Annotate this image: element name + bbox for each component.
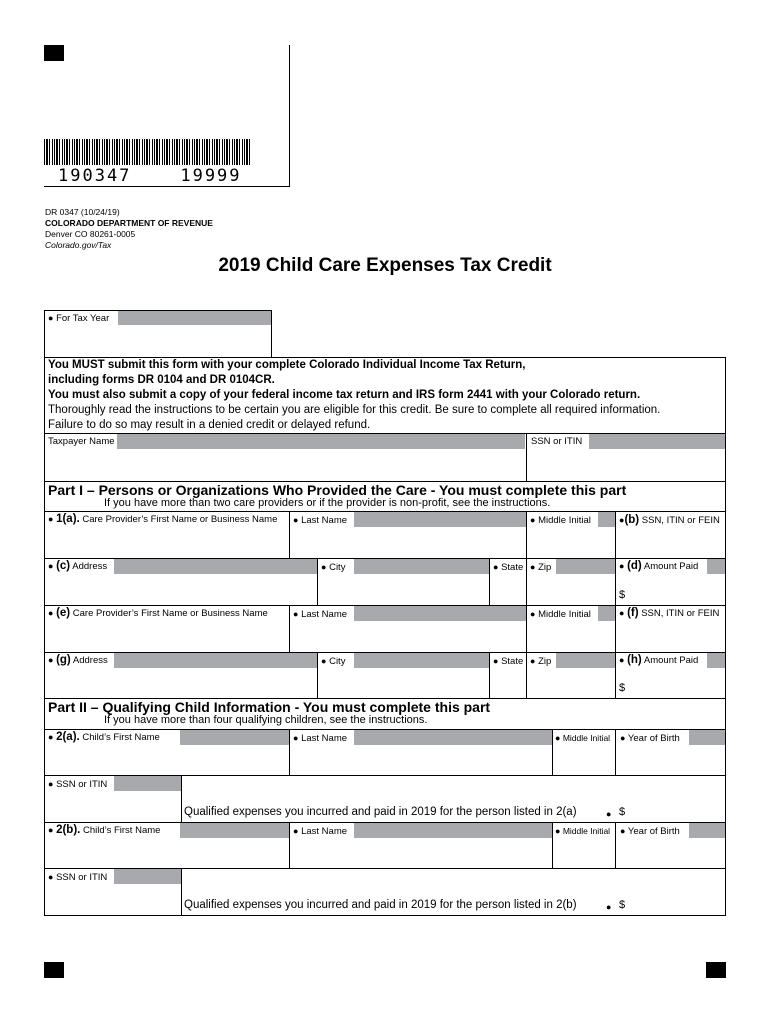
registration-mark-bottom-left bbox=[44, 962, 64, 978]
form-id: DR 0347 (10/24/19) bbox=[45, 207, 120, 217]
provider1-name-field[interactable] bbox=[45, 528, 289, 557]
provider1-address-field[interactable] bbox=[45, 575, 317, 604]
barcode bbox=[44, 139, 250, 165]
part2-subtitle: If you have more than four qualifying children, see the instructions. bbox=[104, 714, 428, 726]
shade bbox=[180, 823, 289, 838]
shade bbox=[707, 653, 725, 668]
child-a-last-name-field[interactable] bbox=[290, 746, 552, 774]
provider2-amount-field[interactable] bbox=[630, 669, 725, 697]
provider1-city-label: ● City bbox=[321, 562, 346, 573]
child-a-last-name-label: ● Last Name bbox=[293, 733, 348, 744]
provider2-city-field[interactable] bbox=[318, 669, 489, 697]
shade bbox=[354, 823, 552, 838]
child-b-last-name-field[interactable] bbox=[290, 839, 552, 867]
provider1-middle-initial-label: ● Middle Initial bbox=[530, 515, 591, 526]
notice-line-4: Thoroughly read the instructions to be certain you are eligible for this credit. Be sure to complete all required information. bbox=[48, 404, 661, 416]
child-a-first-name-label: ● 2(a). Child’s First Name bbox=[48, 731, 160, 743]
child-b-expenses-bullet: ● bbox=[606, 902, 612, 912]
part1-subtitle: If you have more than two care providers or if the provider is non-profit, see the instructions. bbox=[104, 497, 551, 509]
shade bbox=[598, 512, 615, 527]
provider2-state-label: ● State bbox=[493, 656, 524, 667]
notice-line-1: You MUST submit this form with your complete Colorado Individual Income Tax Return, bbox=[48, 359, 526, 371]
provider1-last-name-label: ● Last Name bbox=[293, 515, 348, 526]
taxpayer-name-field[interactable] bbox=[45, 450, 525, 480]
shade bbox=[354, 559, 490, 574]
child-a-ssn-label: ● SSN or ITIN bbox=[48, 779, 108, 790]
shade bbox=[556, 653, 615, 668]
provider2-amount-label: ● (h) Amount Paid bbox=[619, 654, 699, 666]
child-b-middle-initial-label: ● Middle Initial bbox=[555, 826, 611, 836]
rule bbox=[615, 652, 616, 698]
provider1-name-label: ● 1(a). Care Provider’s First Name or Business Name bbox=[48, 513, 278, 525]
child-a-middle-initial-label: ● Middle Initial bbox=[555, 733, 611, 743]
notice-line-5: Failure to do so may result in a denied credit or delayed refund. bbox=[48, 419, 371, 431]
shade bbox=[354, 653, 490, 668]
provider1-zip-label: ● Zip bbox=[530, 562, 552, 573]
provider2-dollar-sign: $ bbox=[619, 682, 626, 694]
provider1-amount-label: ● (d) Amount Paid bbox=[619, 560, 699, 572]
rule bbox=[615, 558, 616, 605]
child-b-ssn-label: ● SSN or ITIN bbox=[48, 872, 108, 883]
shade bbox=[180, 730, 289, 745]
provider1-state-label: ● State bbox=[493, 562, 524, 573]
child-b-year-of-birth-label: ● Year of Birth bbox=[620, 826, 680, 837]
shade bbox=[707, 559, 725, 574]
notice-line-2: including forms DR 0104 and DR 0104CR. bbox=[48, 374, 275, 386]
shade bbox=[354, 606, 526, 621]
department-address: Denver CO 80261-0005 bbox=[45, 229, 136, 239]
child-b-year-of-birth-field[interactable] bbox=[616, 839, 725, 867]
child-a-middle-initial-field[interactable] bbox=[553, 746, 615, 774]
provider1-dollar-sign: $ bbox=[619, 589, 626, 601]
provider2-address-label: ● (g) Address bbox=[48, 654, 108, 666]
provider2-zip-field[interactable] bbox=[527, 669, 615, 697]
registration-mark-top-left bbox=[44, 45, 64, 61]
provider1-city-field[interactable] bbox=[318, 575, 489, 604]
provider1-middle-initial-field[interactable] bbox=[527, 528, 615, 557]
provider1-ssn-label: ●(b) SSN, ITIN or FEIN bbox=[619, 514, 720, 526]
shade bbox=[689, 823, 725, 838]
shade bbox=[114, 869, 181, 884]
provider1-last-name-field[interactable] bbox=[290, 528, 526, 557]
department-website: Colorado.gov/Tax bbox=[45, 240, 112, 250]
taxpayer-ssn-field[interactable] bbox=[527, 450, 725, 480]
shade bbox=[354, 512, 526, 527]
provider1-state-field[interactable] bbox=[490, 575, 526, 604]
provider2-state-field[interactable] bbox=[490, 669, 526, 697]
shade bbox=[598, 606, 615, 621]
shade bbox=[114, 653, 317, 668]
department-name: COLORADO DEPARTMENT OF REVENUE bbox=[45, 218, 213, 228]
child-b-qualified-expenses-label: Qualified expenses you incurred and paid in 2019 for the person listed in 2(b) bbox=[184, 899, 577, 911]
provider2-ssn-field[interactable] bbox=[616, 622, 725, 651]
child-a-first-name-field[interactable] bbox=[45, 746, 289, 774]
child-a-year-of-birth-label: ● Year of Birth bbox=[620, 733, 680, 744]
taxpayer-shade bbox=[117, 434, 525, 449]
provider2-ssn-label: ● (f) SSN, ITIN or FEIN bbox=[619, 607, 720, 619]
provider2-last-name-label: ● Last Name bbox=[293, 609, 348, 620]
provider1-address-label: ● (c) Address bbox=[48, 560, 108, 572]
child-b-dollar-sign: $ bbox=[619, 899, 626, 911]
shade bbox=[114, 776, 181, 791]
provider1-zip-field[interactable] bbox=[527, 575, 615, 604]
provider1-amount-field[interactable] bbox=[630, 575, 725, 604]
page-title: 2019 Child Care Expenses Tax Credit bbox=[218, 255, 552, 276]
child-b-expenses-field[interactable] bbox=[630, 893, 725, 915]
barcode-number: 190347 19999 bbox=[58, 166, 242, 186]
taxpayer-name-label: Taxpayer Name bbox=[48, 436, 115, 447]
rule bbox=[181, 868, 182, 916]
barcode-divider bbox=[289, 45, 290, 186]
child-a-qualified-expenses-label: Qualified expenses you incurred and paid in 2019 for the person listed in 2(a) bbox=[184, 806, 577, 818]
child-b-middle-initial-field[interactable] bbox=[553, 839, 615, 867]
child-a-ssn-field[interactable] bbox=[45, 792, 181, 821]
tax-year-label: ● For Tax Year bbox=[48, 313, 110, 324]
provider2-last-name-field[interactable] bbox=[290, 622, 526, 651]
rule bbox=[181, 775, 182, 822]
barcode-underline bbox=[44, 186, 290, 187]
shade bbox=[556, 559, 615, 574]
child-b-last-name-label: ● Last Name bbox=[293, 826, 348, 837]
provider2-address-field[interactable] bbox=[45, 669, 317, 697]
provider2-name-label: ● (e) Care Provider’s First Name or Business Name bbox=[48, 607, 268, 619]
child-a-dollar-sign: $ bbox=[619, 806, 626, 818]
notice-line-3: You must also submit a copy of your federal income tax return and IRS form 2441 with your Colorado return. bbox=[48, 389, 641, 401]
taxpayer-ssn-label: SSN or ITIN bbox=[531, 436, 583, 447]
provider1-ssn-field[interactable] bbox=[616, 528, 725, 557]
child-a-expenses-field[interactable] bbox=[630, 800, 725, 821]
tax-year-field[interactable] bbox=[118, 326, 271, 356]
provider2-city-label: ● City bbox=[321, 656, 346, 667]
provider2-middle-initial-field[interactable] bbox=[527, 622, 615, 651]
shade bbox=[114, 559, 317, 574]
child-a-year-of-birth-field[interactable] bbox=[616, 746, 725, 774]
taxpayer-ssn-shade bbox=[589, 434, 725, 449]
child-b-first-name-field[interactable] bbox=[45, 839, 289, 867]
shade bbox=[689, 730, 725, 745]
child-a-expenses-bullet: ● bbox=[606, 809, 612, 819]
registration-mark-bottom-right bbox=[706, 962, 726, 978]
provider2-zip-label: ● Zip bbox=[530, 656, 552, 667]
part2-title: Part II – Qualifying Child Information - You must complete this part bbox=[48, 699, 491, 715]
shade bbox=[354, 730, 552, 745]
provider2-name-field[interactable] bbox=[45, 622, 289, 651]
child-b-ssn-field[interactable] bbox=[45, 885, 181, 915]
tax-year-shade bbox=[118, 311, 271, 325]
part1-title: Part I – Persons or Organizations Who Provided the Care - You must complete this part bbox=[48, 482, 627, 498]
child-b-first-name-label: ● 2(b). Child’s First Name bbox=[48, 824, 161, 836]
provider2-middle-initial-label: ● Middle Initial bbox=[530, 609, 591, 620]
